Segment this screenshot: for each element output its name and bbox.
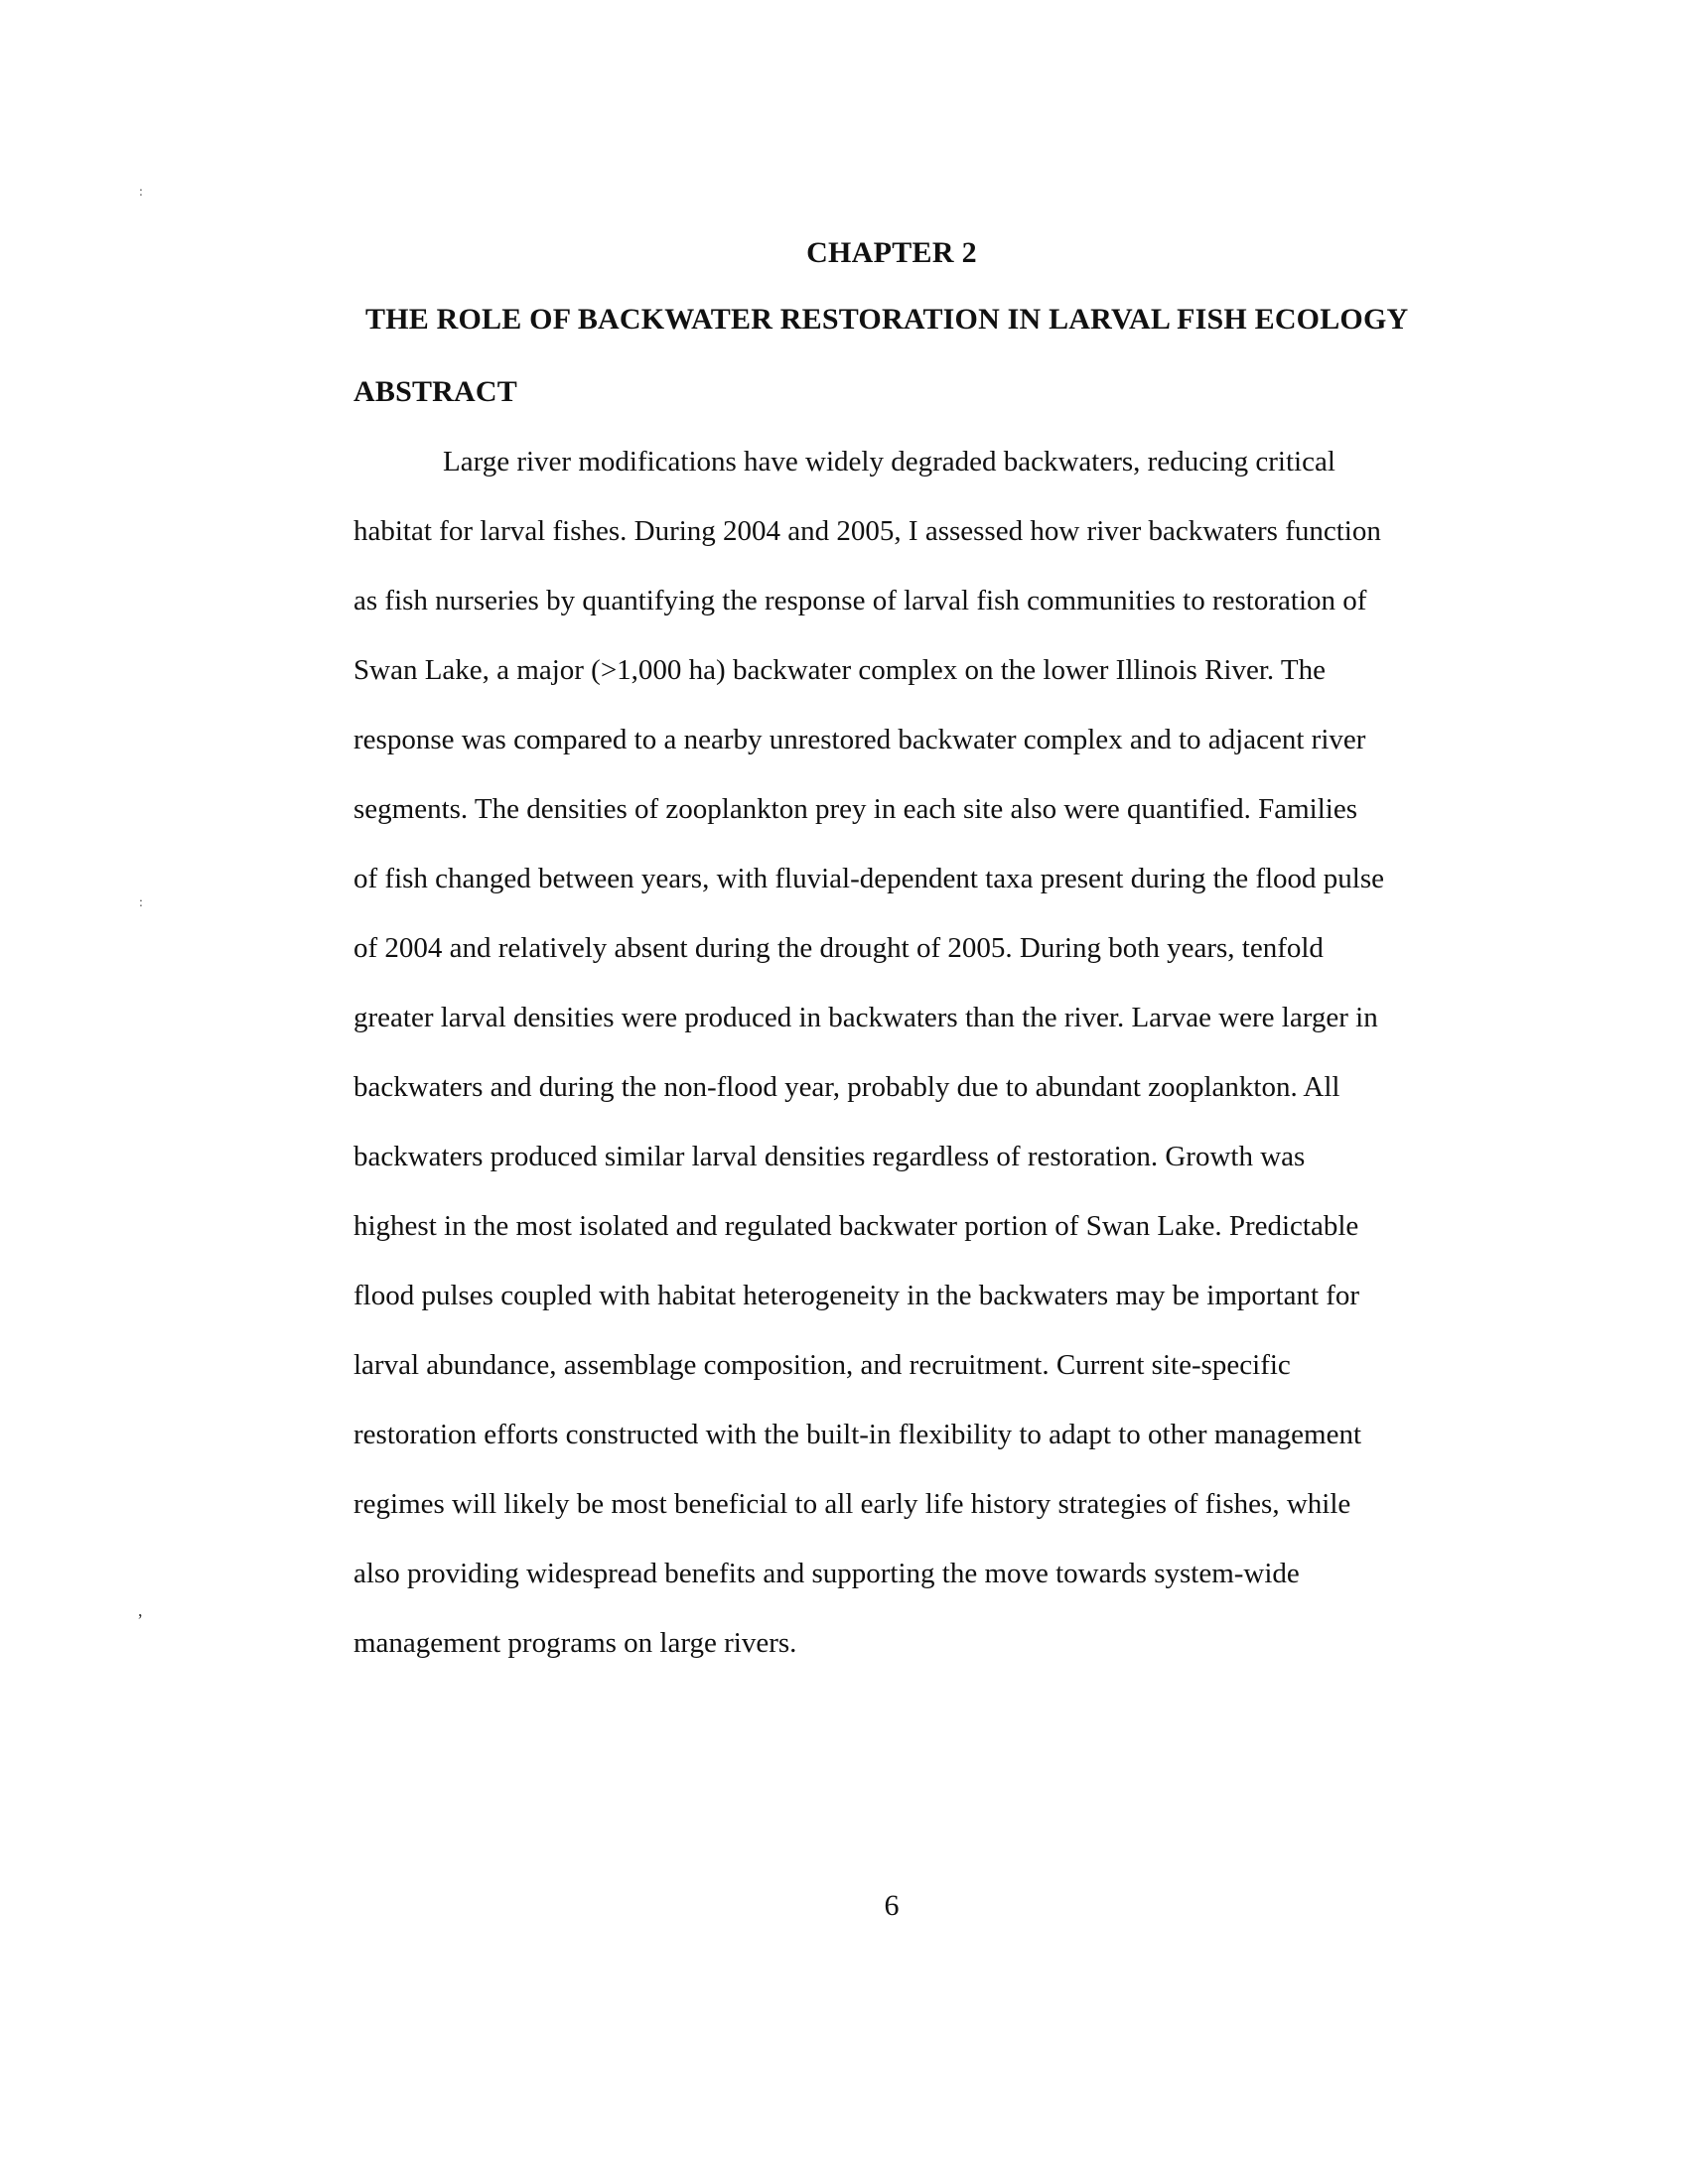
abstract-line: of fish changed between years, with fluvial-dependent taxa present during the flood pulse [353, 863, 1385, 894]
abstract-line: backwaters and during the non-flood year, probably due to abundant zooplankton. All [353, 1071, 1340, 1103]
scan-mark: : [139, 895, 143, 910]
abstract-line: flood pulses coupled with habitat heterogeneity in the backwaters may be important for [353, 1280, 1360, 1311]
abstract-line: Swan Lake, a major (>1,000 ha) backwater complex on the lower Illinois River. The [353, 654, 1326, 686]
abstract-line: management programs on large rivers. [353, 1627, 797, 1659]
chapter-title: THE ROLE OF BACKWATER RESTORATION IN LARVAL FISH ECOLOGY [365, 303, 1409, 336]
abstract-line: larval abundance, assemblage composition, and recruitment. Current site-specific [353, 1349, 1291, 1381]
abstract-line: response was compared to a nearby unrestored backwater complex and to adjacent river [353, 724, 1366, 755]
abstract-line: segments. The densities of zooplankton prey in each site also were quantified. Families [353, 793, 1357, 825]
page-number: 6 [884, 1889, 900, 1922]
abstract-line: habitat for larval fishes. During 2004 and 2005, I assessed how river backwaters function [353, 515, 1381, 547]
scan-mark: , [138, 1600, 143, 1620]
abstract-line: as fish nurseries by quantifying the response of larval fish communities to restoration of [353, 585, 1367, 616]
chapter-label: CHAPTER 2 [806, 236, 977, 269]
abstract-line: restoration efforts constructed with the built-in flexibility to adapt to other management [353, 1419, 1361, 1450]
scan-mark: : [139, 185, 143, 200]
abstract-line: greater larval densities were produced in backwaters than the river. Larvae were larger in [353, 1002, 1378, 1033]
abstract-line: backwaters produced similar larval densities regardless of restoration. Growth was [353, 1141, 1306, 1172]
section-heading-abstract: ABSTRACT [353, 375, 517, 408]
abstract-line: Large river modifications have widely degraded backwaters, reducing critical [443, 446, 1335, 478]
abstract-line: also providing widespread benefits and supporting the move towards system-wide [353, 1558, 1300, 1589]
abstract-line: of 2004 and relatively absent during the drought of 2005. During both years, tenfold [353, 932, 1324, 964]
abstract-line: regimes will likely be most beneficial to all early life history strategies of fishes, while [353, 1488, 1351, 1520]
abstract-line: highest in the most isolated and regulated backwater portion of Swan Lake. Predictable [353, 1210, 1359, 1242]
abstract-body [353, 442, 1446, 1693]
